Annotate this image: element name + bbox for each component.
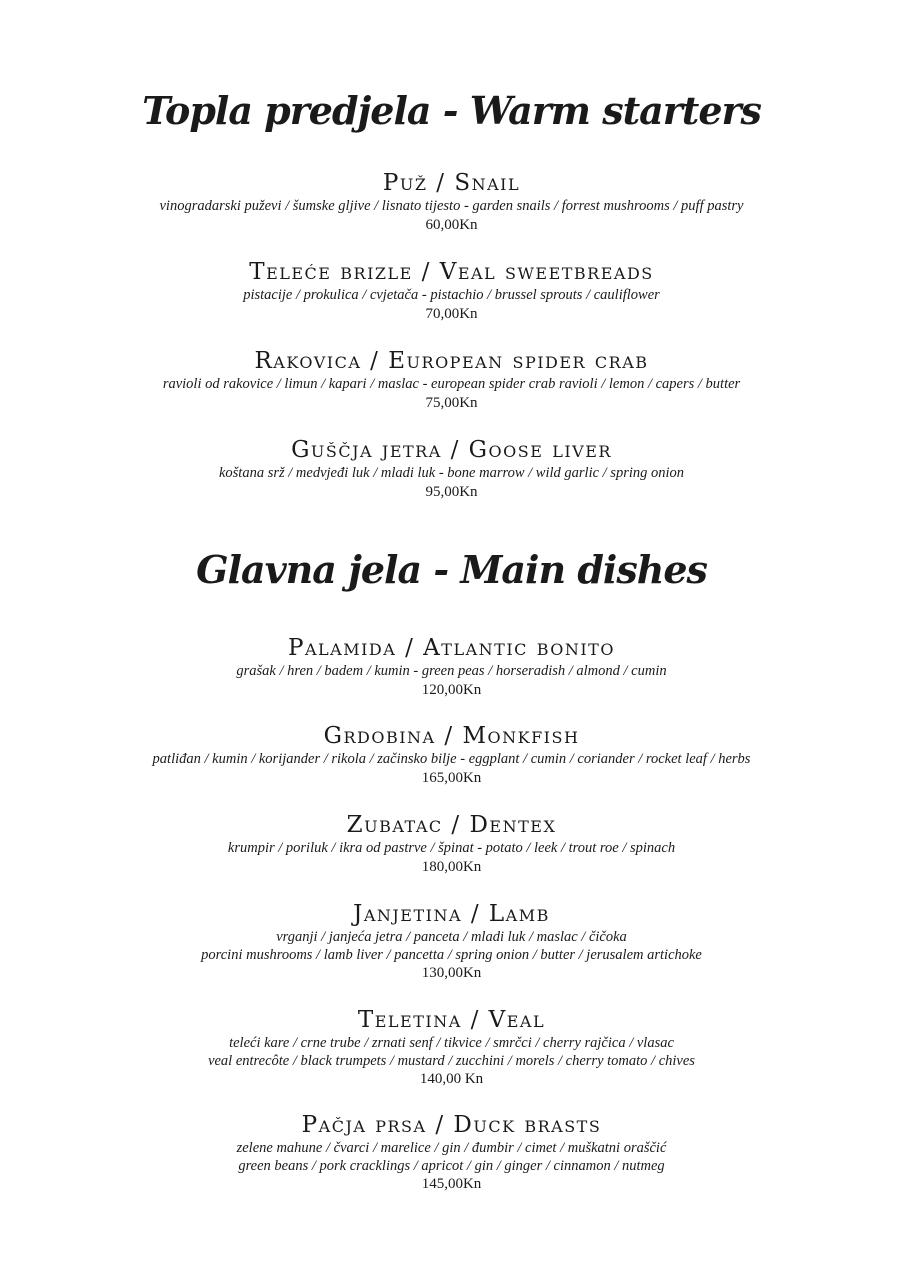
dish-price: 70,00Kn: [425, 305, 478, 322]
dish-name: Guščja jetra / Goose liver: [291, 437, 612, 463]
dish-goose-liver: [0, 435, 903, 501]
dish-description: teleći kare / crne trube / zrnati senf / tikvice / smrčci / cherry rajčica / vlasac: [229, 1035, 674, 1051]
dish-description: koštana srž / medvjeđi luk / mladi luk - bone marrow / wild garlic / spring onion: [218, 465, 685, 481]
dish-dentex: [0, 810, 903, 876]
dish-name: Puž / Snail: [382, 170, 521, 196]
dish-lamb: [0, 899, 903, 982]
dish-description: vrganji / janjeća jetra / panceta / mladi luk / maslac / čičoka: [276, 929, 627, 945]
dish-description-english: green beans / pork cracklings / apricot / gin / ginger / cinnamon / nutmeg: [238, 1157, 665, 1174]
dish-duck-breast: [0, 1110, 903, 1193]
dish-name: Teletina / Veal: [357, 1007, 546, 1033]
dish-price: 145,00Kn: [421, 1176, 482, 1192]
dish-monkfish: [0, 721, 903, 787]
dish-description: patliđan / kumin / korijander / rikola / začinsko bilje - eggplant / cumin / coriander / rocket leaf / herbs: [152, 751, 751, 767]
dish-description: ravioli od rakovice / limun / kapari / maslac - european spider crab ravioli / lemon / capers / butter: [162, 376, 741, 392]
dish-veal: [0, 1005, 903, 1088]
dish-description: zelene mahune / čvarci / marelice / gin / đumbir / cimet / muškatni oraščić: [236, 1140, 667, 1156]
dish-name: Rakovica / European spider crab: [254, 348, 649, 374]
dish-price: 75,00Kn: [425, 394, 478, 411]
dish-description-english: porcini mushrooms / lamb liver / pancetta / spring onion / butter / jerusalem artichoke: [201, 946, 702, 963]
dish-price: 165,00Kn: [421, 769, 482, 786]
dish-description: grašak / hren / badem / kumin - green peas / horseradish / almond / cumin: [236, 663, 667, 679]
dish-price: 180,00Kn: [421, 858, 482, 875]
dish-description: krumpir / poriluk / ikra od pastrve / špinat - potato / leek / trout roe / spinach: [227, 840, 676, 856]
dish-name: Pačja prsa / Duck brasts: [301, 1112, 602, 1138]
dish-name: Palamida / Atlantic bonito: [288, 635, 615, 661]
dish-veal-sweetbreads: [0, 257, 903, 323]
dish-name: Grdobina / Monkfish: [323, 723, 580, 749]
dish-price: 95,00Kn: [425, 483, 478, 500]
dish-price: 120,00Kn: [421, 681, 482, 698]
dish-price: 60,00Kn: [425, 216, 478, 233]
dish-snail: [0, 168, 903, 234]
dish-spider-crab: [0, 346, 903, 412]
dish-price: 140,00 Kn: [419, 1071, 484, 1087]
dish-description: pistacije / prokulica / cvjetača - pistachio / brussel sprouts / cauliflower: [243, 287, 660, 303]
dish-name: Teleće brizle / Veal sweetbreads: [249, 259, 654, 285]
dish-name: Janjetina / Lamb: [353, 901, 550, 927]
dish-name: Zubatac / Dentex: [346, 812, 557, 838]
dish-description-english: veal entrecôte / black trumpets / mustard / zucchini / morels / cherry tomato / chives: [208, 1052, 695, 1069]
section-title-main-dishes: Glavna jela - Main dishes: [196, 547, 707, 592]
dish-description: vinogradarski puževi / šumske gljive / lisnato tijesto - garden snails / forrest mushrooms / puff pastry: [159, 198, 744, 214]
section-title-warm-starters: Topla predjela - Warm starters: [142, 88, 761, 133]
dish-atlantic-bonito: [0, 633, 903, 699]
dish-price: 130,00Kn: [421, 965, 482, 981]
